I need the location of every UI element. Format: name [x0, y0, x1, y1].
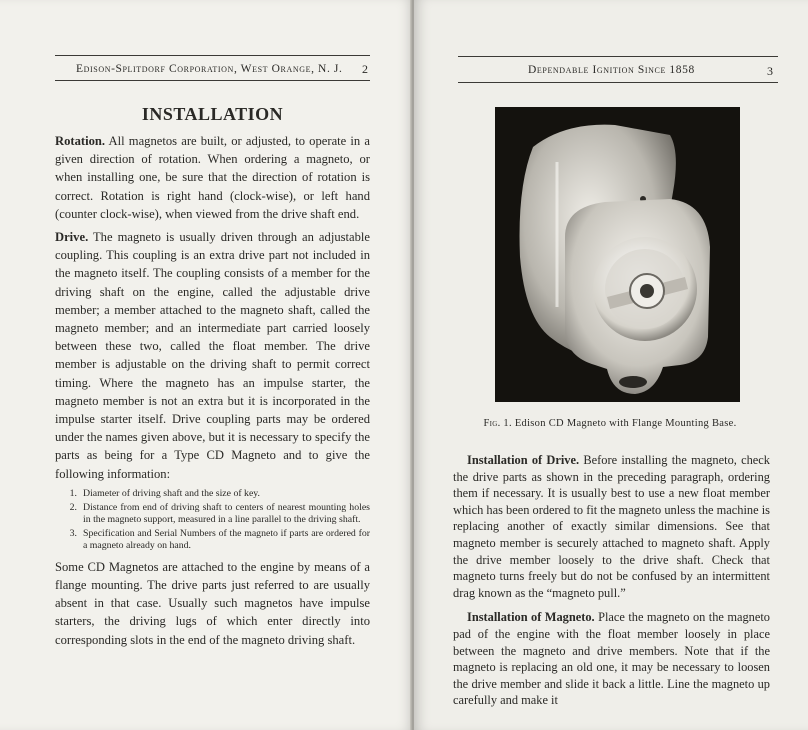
header-rule-right-bottom — [458, 82, 778, 83]
header-rule-right — [458, 56, 778, 57]
installation-drive-paragraph — [453, 452, 770, 601]
drive-text: The magneto is usually driven through an adjustable coupling. This coupling is an extra drive part not included in the magneto itself. The coupling consists of a member for the driving shaft on the engine, called the adjustable drive member; a member attached to the magneto shaft, called the magneto member; and an intermediate part carried loosely between these two, called the float member. The drive member is adjustable on the driving shaft to permit correct timing. Where the magneto has an impulse starter, the magneto member is not an extra but it is incorporated in the impulse starter itself. Drive coupling parts may be ordered under the names given above, but it is necessary to specify the parts as being for a Type CD Magneto and to give the following information: — [55, 230, 370, 481]
magneto-photo — [495, 107, 740, 402]
rotation-text: All magnetos are built, or adjusted, to operate in a given direction of rotation. When ordering a magneto, or when installing one, be sure that the direction of rotation is correct. Rotation is right hand (clock-wise), or left hand (counter clock-wise), when viewed from the drive shaft end. — [55, 134, 370, 221]
rotation-paragraph — [55, 132, 370, 223]
list-item: 2. Distance from end of driving shaft to centers of nearest mounting holes in the magneto support, measured in a line parallel to the driving shaft. — [69, 501, 370, 525]
section-title: INSTALLATION — [141, 104, 284, 124]
installation-drive-lead: Installation of Drive. — [467, 453, 580, 467]
page-number-right: 3 — [767, 64, 773, 78]
installation-magneto-paragraph — [453, 609, 770, 709]
drive-lead: Drive. — [55, 230, 89, 245]
figure-caption-text: Edison CD Magneto with Flange Mounting Base. — [511, 418, 737, 429]
running-head-left: Edison-Splitdorf Corporation, West Orange, N. J. — [76, 63, 343, 75]
installation-drive-text: Before installing the magneto, check the drive parts as shown in the preceding paragraph, ordering them if necessary. It is usually best to use a new float member which has been ordered to fit the magneto unless the machine is replacing another of exactly similar dimensions. See that magneto member is securely attached to magneto shaft. Apply the drive member loosely to the drive shaft. Check that magneto turns freely but do not be confused by an intermittent drag known as the “magneto pull.” — [453, 453, 770, 600]
figure-caption — [440, 418, 780, 429]
rotation-lead: Rotation. — [55, 134, 106, 148]
figure-label: Fig. 1. — [483, 418, 512, 429]
list-item: 1. Diameter of driving shaft and the size of key. — [69, 487, 261, 499]
closing-paragraph: Some CD Magnetos are attached to the engine by means of a flange mounting. The drive parts just referred to are usually absent in that case. Usually such magnetos have impulse starters, the driving lugs of which enter directly into corresponding slots in the end of the magneto driving shaft. — [55, 559, 370, 647]
header-rule — [55, 55, 370, 56]
drive-paragraph — [55, 228, 370, 483]
page-number-left: 2 — [362, 62, 368, 76]
specs-list — [55, 488, 370, 552]
right-text-column — [453, 452, 770, 714]
installation-magneto-text: Place the magneto on the magneto pad of the engine with the float member loosely in place between the magneto and drive members. Note that if the magneto is replacing an old one, it may be necessary to loosen the drive member and slide it back a little. Line the magneto up carefully and make it — [453, 610, 770, 708]
installation-magneto-lead: Installation of Magneto. — [467, 610, 595, 625]
header-rule-bottom — [55, 80, 370, 81]
list-item: 3. Specification and Serial Numbers of the magneto if parts are ordered for a magneto already on hand. — [69, 527, 370, 551]
running-head-right: Dependable Ignition Since 1858 — [528, 64, 695, 76]
left-text-column — [55, 132, 370, 654]
magneto-image — [495, 107, 740, 402]
